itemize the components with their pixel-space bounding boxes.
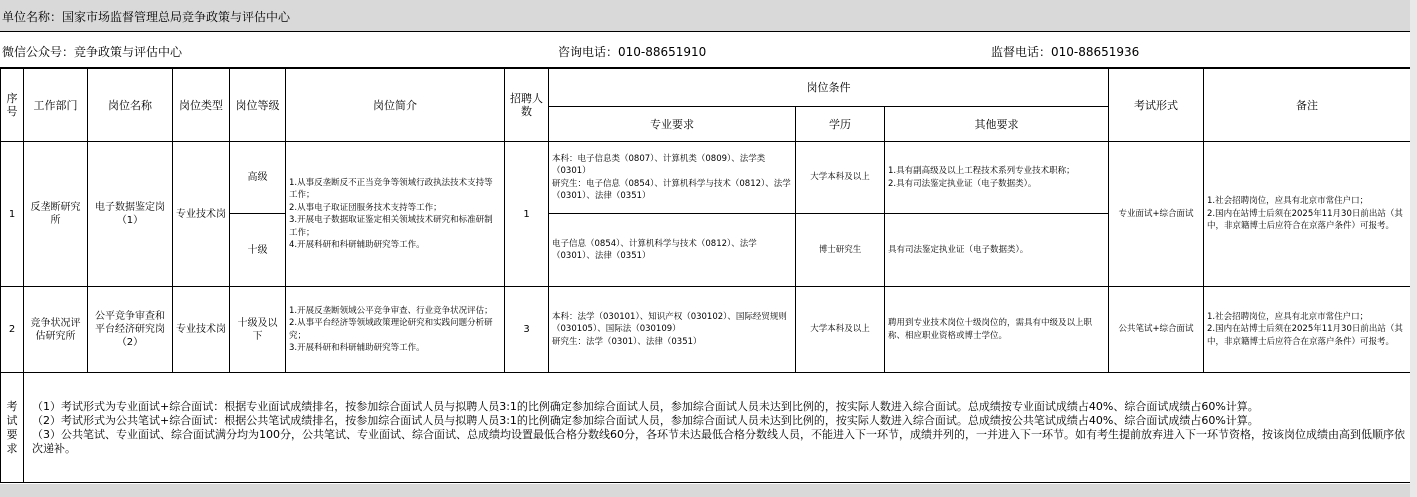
- col-type: 岗位类型: [173, 69, 230, 142]
- exam-note-3: （3）公共笔试、专业面试、综合面试满分均为100分，公共笔试、专业面试、综合面试、总成绩均设置最低合格分数线60分，各环节未达最低合格分数线人员，不能进入下一环节，成绩并列的，一并进入下一环节。如有考生提前放弃进入下一环节资格，按该岗位成绩由高到低顺序依次递补。: [32, 427, 1405, 455]
- row1-seq: 1: [1, 142, 24, 287]
- exam-note-2: （2）考试形式为公共笔试+综合面试：根据公共笔试成绩排名，按参加综合面试人员与拟聘人员3:1的比例确定参加综合面试人员，参加综合面试人员未达到比例的，按实际人数进入综合面试。总成绩按公共笔试成绩占40%、综合面试成绩占60%计算。: [32, 413, 1259, 427]
- row1-dept: 反垄断研究所: [24, 142, 88, 287]
- row2-seq: 2: [1, 287, 24, 373]
- row2-level: 十级及以下: [230, 287, 286, 373]
- exam-notes: [24, 373, 1411, 483]
- row1-major-ten: 电子信息（0854）、计算机科学与技术（0812）、法学（0301）、法律（0351）: [549, 214, 796, 287]
- row1-level-ten: 十级: [230, 214, 286, 287]
- exam-notes-label: 考试要求: [1, 373, 24, 483]
- row1-other-senior: 1.具有副高级及以上工程技术系列专业技术职称； 2.具有司法鉴定执业证（电子数据类）。: [885, 142, 1109, 214]
- consult-phone: 咨询电话：010-88651910: [558, 45, 707, 59]
- row1-edu-ten: 博士研究生: [796, 214, 885, 287]
- row2-major: 本科：法学（030101）、知识产权（030102）、国际经贸规则（030105）、国际法（030109） 研究生：法学（0301）、法律（0351）: [549, 287, 796, 373]
- col-major: 专业要求: [549, 107, 796, 142]
- col-post: 岗位名称: [88, 69, 173, 142]
- row2-intro: 1.开展反垄断领域公平竞争审查、行业竞争状况评估； 2.从事平台经济等领域政策理论研究和实践问题分析研究； 3.开展科研和科研辅助研究等工作。: [286, 287, 505, 373]
- row1-type: 专业技术岗: [173, 142, 230, 287]
- row2-remark: 1.社会招聘岗位，应具有北京市常住户口； 2.国内在站博士后须在2025年11月30日前出站（其中，非京籍博士后应符合在京落户条件）可报考。: [1204, 287, 1411, 373]
- row2-type: 专业技术岗: [173, 287, 230, 373]
- col-edu: 学历: [796, 107, 885, 142]
- wechat-account: 微信公众号：竞争政策与评估中心: [2, 45, 183, 59]
- contact-bar: [0, 32, 1410, 68]
- row1-remark: 1.社会招聘岗位，应具有北京市常住户口； 2.国内在站博士后须在2025年11月30日前出站（其中，非京籍博士后应符合在京落户条件）可报考。: [1204, 142, 1411, 287]
- row2-exam: 公共笔试+综合面试: [1109, 287, 1204, 373]
- row1-intro: 1.从事反垄断反不正当竞争等领域行政执法技术支持等工作； 2.从事电子取证団服务技术支持等工作； 3.开展电子数据取证鉴定相关领域技术研究和标准研制工作； 4.开展科研和科研辅助研究等工作。: [286, 142, 505, 287]
- vertical-scrollbar[interactable]: [1410, 0, 1417, 497]
- row1-post: 电子数据鉴定岗（1）: [88, 142, 173, 287]
- row1-level-senior: 高级: [230, 142, 286, 214]
- col-seq: 序号: [1, 69, 24, 142]
- row2-post: 公平竞争审查和平台经济研究岗（2）: [88, 287, 173, 373]
- col-count: 招聘人数: [505, 69, 549, 142]
- exam-note-1: （1）考试形式为专业面试+综合面试：根据专业面试成绩排名，按参加综合面试人员与拟聘人员3:1的比例确定参加综合面试人员，参加综合面试人员未达到比例的，按实际人数进入综合面试。总成绩按专业面试成绩占40%、综合面试成绩占60%计算。: [32, 399, 1259, 413]
- row1-exam: 专业面试+综合面试: [1109, 142, 1204, 287]
- col-intro: 岗位简介: [286, 69, 505, 142]
- row1-other-ten: 具有司法鉴定执业证（电子数据类）。: [885, 214, 1109, 287]
- unit-name: 单位名称：国家市场监督管理总局竞争政策与评估中心: [2, 10, 291, 24]
- row2-count: 3: [505, 287, 549, 373]
- unit-header: [0, 0, 1410, 32]
- col-level: 岗位等级: [230, 69, 286, 142]
- row2-other: 聘用到专业技术岗位十级岗位的，需具有中级及以上职称、相应职业资格或博士学位。: [885, 287, 1109, 373]
- row1-edu-senior: 大学本科及以上: [796, 142, 885, 214]
- row2-dept: 竞争状况评估研究所: [24, 287, 88, 373]
- col-remark: 备注: [1204, 69, 1411, 142]
- recruitment-table: [0, 68, 1411, 483]
- sheet-bottom-area: [0, 484, 1410, 497]
- col-dept: 工作部门: [24, 69, 88, 142]
- col-exam: 考试形式: [1109, 69, 1204, 142]
- row1-count: 1: [505, 142, 549, 287]
- col-other: 其他要求: [885, 107, 1109, 142]
- supervise-phone: 监督电话：010-88651936: [991, 45, 1140, 59]
- row1-major-senior: 本科：电子信息类（0807）、计算机类（0809）、法学类（0301） 研究生：电子信息（0854）、计算机科学与技术（0812）、法学（0301）、法律（0351）: [549, 142, 796, 214]
- row2-edu: 大学本科及以上: [796, 287, 885, 373]
- col-conditions: 岗位条件: [549, 69, 1109, 107]
